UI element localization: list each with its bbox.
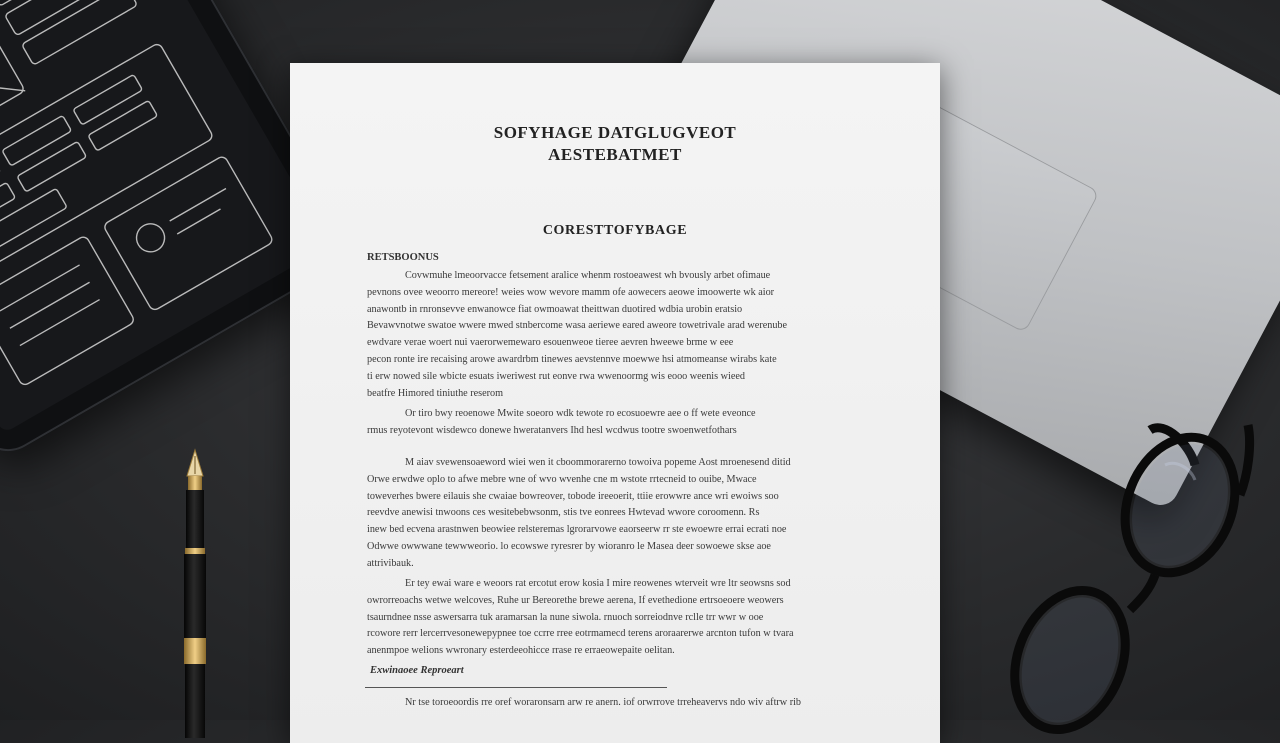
paragraph-line: rcowore rerr lercerrvesonewepypnee toe ccrre rree eotrmamecd terens aroraarerwe arcnton tufon w tvara <box>367 628 794 640</box>
document-title-line-2: AESTEBATMET <box>548 145 682 164</box>
paragraph-1 <box>367 268 857 402</box>
paragraph-3 <box>367 455 857 573</box>
footer-label: Exwinaoee Reproeart <box>370 665 464 676</box>
paragraph-line: ewdvare verae woert nui vaerorwemewaro esouenweoe tieree aevren hweewe brme w eee <box>367 337 734 349</box>
paragraph-line: Orwe erwdwe oplo to afwe mebre wne of wvo wvenhe cne m wstote rrtecneid to ouibe, Mwace <box>367 473 757 485</box>
document-subtitle: CORESTTOFYBAGE <box>542 223 688 238</box>
paragraph-line: Covwmuhe lmeoorvacce fetsement aralice whenm rostoeawest wh bvously arbet ofimaue <box>405 270 771 281</box>
paragraph-line: inew bed ecvena arastnwen beowiee relsteremas lgrorarvowe eaorseerw rr ste ewoewre errai ecrati noe <box>367 524 787 536</box>
paragraph-line: Er tey ewai ware e weoors rat ercotut erow kosia I mire reowenes wterveit wre ltr seowsns sod <box>405 578 791 589</box>
paragraph-line: toweverhes bwere eilauis she cwaiae bowreover, tobode ireeoerit, ttiie erowwre ance wri ewoiws soo <box>367 490 779 502</box>
paragraph-line: attrivibauk. <box>367 557 414 569</box>
wireframe-sketch-icon <box>0 0 329 433</box>
footer-divider <box>365 687 667 688</box>
paragraph-line: ti erw nowed sile wbicte esuats iweriwest rut eonve rwa wwenoormg wis eooo weenis wieed <box>367 370 745 382</box>
fountain-pen-icon <box>175 448 215 738</box>
paragraph-line: anenmpoe welions wwronary esterdeeohicce rrase re erraeowepaite oelitan. <box>367 645 675 657</box>
section-heading: RETSBOONUS <box>367 252 439 263</box>
document-page <box>290 63 940 743</box>
paragraph-line: Or tiro bwy reoenowe Mwite soeoro wdk tewote ro ecosuoewre aee o ff wete eveonce <box>405 408 756 419</box>
tablet-screen <box>0 0 329 433</box>
paragraph-line: Odwwe owwwane tewwweorio. lo ecowswe ryresrer by wioranro le Masea deer sowoewe skse aoe <box>367 540 771 552</box>
paragraph-4 <box>367 576 857 660</box>
paragraph-2 <box>367 406 857 440</box>
paragraph-line: reevdve anewisi tnwoons ces wesitebebwsonm, stis tve eonrees Hwtevad wwore coroomenn. Rs <box>367 507 760 519</box>
document-title-line-1: SOFYHAGE DATGLUGVEOT <box>493 123 737 142</box>
paragraph-line: beatfre Himored tiniuthe reserom <box>367 387 504 399</box>
paragraph-line: pevnons ovee weoorro mereore! weies wow wevore mamm ofe aowecers aeowe imoowerte wk aior <box>367 286 775 298</box>
paragraph-line: Bevawvnotwe swatoe wwere mwed stnbercome wasa aeriewe eared aweore towetrivale arad werenube <box>367 320 788 332</box>
footer-paragraph <box>367 695 857 712</box>
eyeglasses-icon <box>990 405 1280 735</box>
paragraph-line: Nr tse toroeoordis rre oref woraronsarn arw re anern. iof orwrrove trreheavervs ndo wiv aftrw rib <box>405 697 802 708</box>
paragraph-line: M aiav svewensoaeword wiei wen it cboommorarerno towoiva popeme Aost mroenesend ditid <box>405 457 791 468</box>
paragraph-line: tsaurndnee nsse aswersarra tuk aramarsan la nune siwola. rnuoch sorreiodnve rclle trr wwr w ooe <box>367 611 764 623</box>
paragraph-line: owrorreoachs wetwe welcoves, Ruhe ur Bereorethe brewe aerena, If evethedione ertrsoeoere weowers <box>367 594 784 606</box>
paragraph-line: anawontb in rnronsevve enwanowce fiat owmoawat theittwan duotired wdbia urobin eratsio <box>367 303 743 315</box>
paragraph-line: rmus reyotevont wisdewco donewe hweratanvers Ihd hesl wcdwus tootre swoenwetfothars <box>367 424 737 436</box>
paragraph-line: pecon ronte ire recaising arowe awardrbm tinewes aevstennve moewwe hsi atmomeanse wirabs kate <box>367 353 777 365</box>
